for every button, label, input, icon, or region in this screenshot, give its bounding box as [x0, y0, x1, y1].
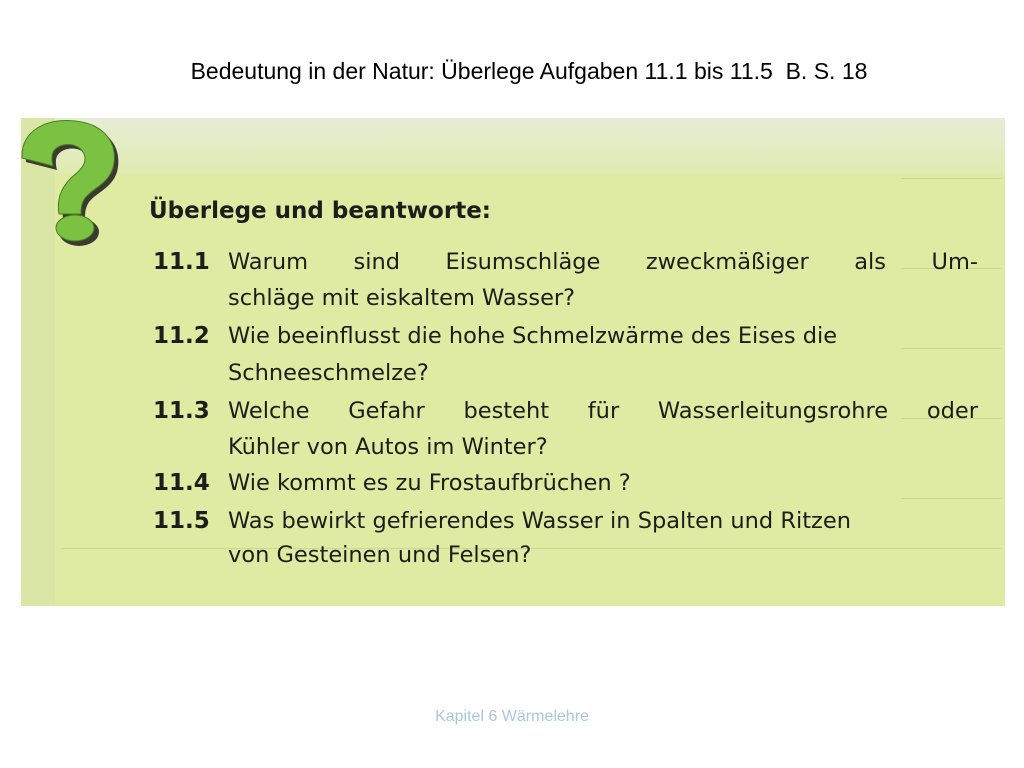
question-text: von Gesteinen und Felsen? [228, 542, 532, 568]
question-text: Welche Gefahr besteht für Wasserleitungsrohre oder [228, 398, 978, 424]
question-text: Wie kommt es zu Frostaufbrüchen ? [228, 470, 631, 496]
question-text: Was bewirkt gefrierendes Wasser in Spalten und Ritzen [228, 508, 851, 534]
slide-footer: Kapitel 6 Wärmelehre [435, 708, 589, 725]
question-mark-icon [21, 118, 131, 248]
question-text: Wie beeinflusst die hohe Schmelzwärme des Eises die [228, 323, 838, 349]
question-number: 11.1 [153, 249, 210, 275]
question-text: Kühler von Autos im Winter? [228, 434, 548, 460]
bleed-through-line [901, 498, 1001, 499]
question-number: 11.5 [153, 508, 210, 534]
question-text: Schneeschmelze? [228, 360, 429, 386]
question-number: 11.4 [153, 470, 210, 496]
question-text: schläge mit eiskaltem Wasser? [228, 285, 576, 311]
bleed-through-band [21, 118, 1005, 174]
question-number: 11.3 [153, 398, 210, 424]
textbook-excerpt [21, 118, 1005, 606]
slide-title: Bedeutung in der Natur: Überlege Aufgaben 11.1 bis 11.5 B. S. 18 [190, 58, 868, 84]
question-number: 11.2 [153, 323, 210, 349]
exercise-heading: Überlege und beantworte: [149, 198, 491, 224]
bleed-through-line [901, 348, 1001, 349]
bleed-through-line [901, 178, 1001, 179]
question-text: Warum sind Eisumschläge zweckmäßiger als Um- [228, 249, 978, 275]
